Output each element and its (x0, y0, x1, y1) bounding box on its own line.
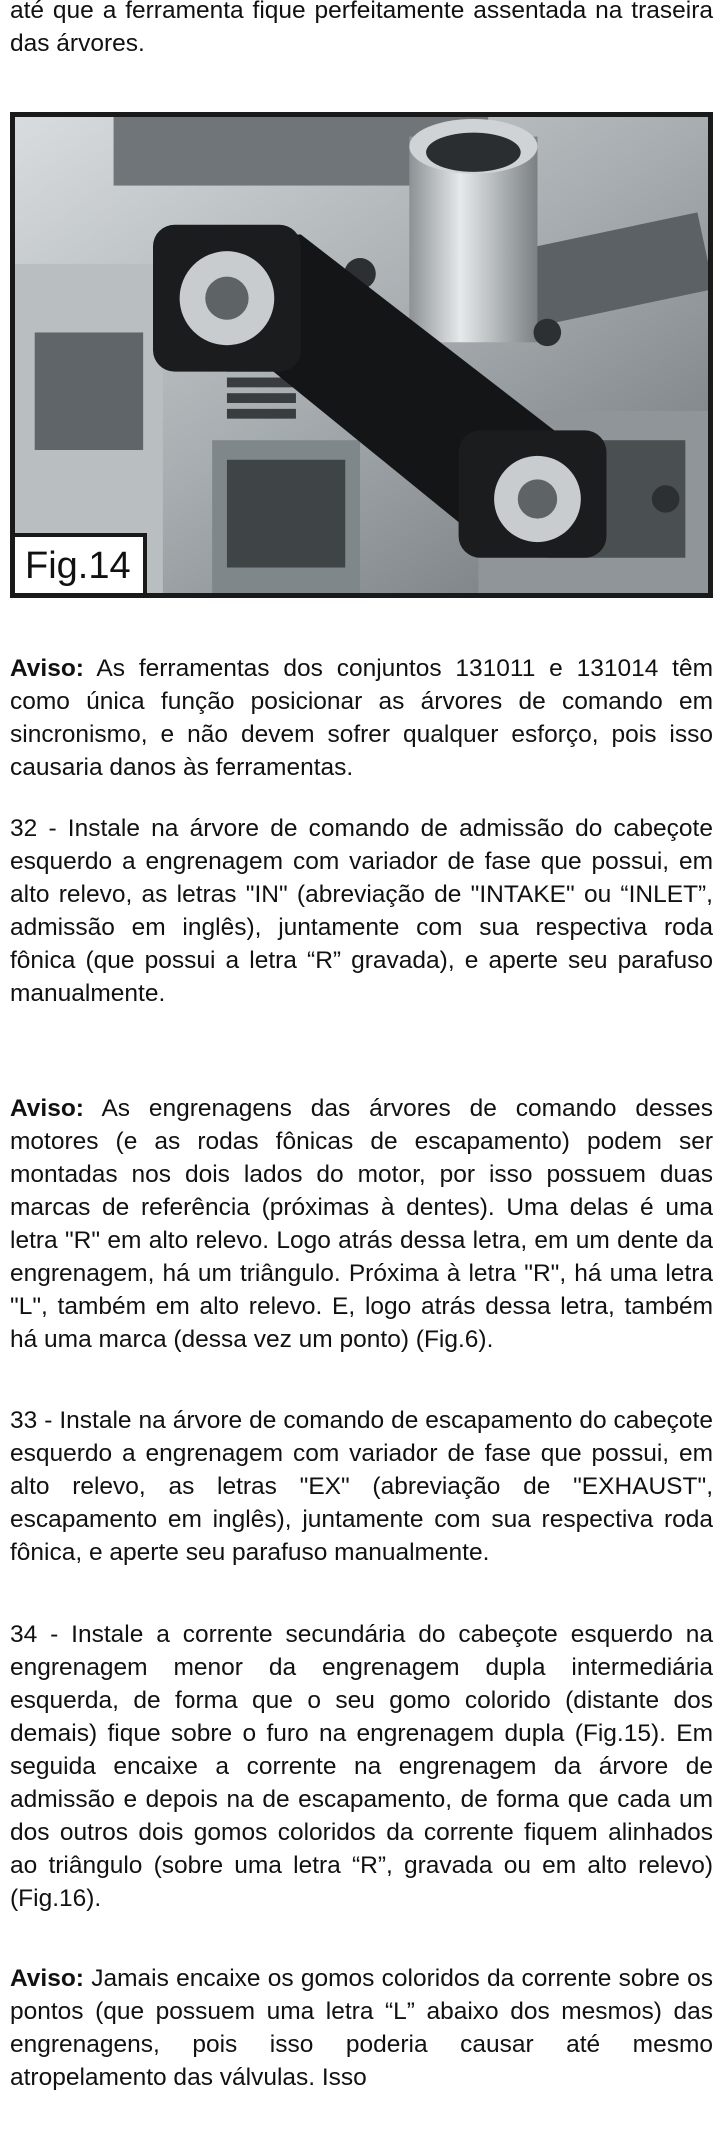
aviso-3-text: Jamais encaixe os gomos coloridos da corrente sobre os pontos (que possuem uma letra “L” abaixo dos mesmos) das engrenagens, pois isso poderia causar até mesmo atropelamento das válvulas. Isso (10, 1965, 713, 2091)
step-34: 34 - Instale a corrente secundária do cabeçote esquerdo na engrenagem menor da engrenagem dupla intermediária esquerda, de forma que o seu gomo colorido (distante dos demais) fique sobre o furo na engrenagem dupla (Fig.15). Em seguida encaixe a corrente na engrenagem da árvore de admissão e depois na de escapamento, de forma que cada um dos outros dois gomos coloridos da corrente fiquem alinhados ao triângulo (sobre uma letra “R”, gravada ou em alto relevo) (Fig.16). (10, 1621, 713, 1912)
aviso-2-text: As engrenagens das árvores de comando desses motores (e as rodas fônicas de escapamento) podem ser montadas nos dois lados do motor, por isso possuem duas marcas de referência (próximas à dentes). Uma delas é uma letra "R" em alto relevo. Logo atrás dessa letra, em um dente da engrenagem, há um triângulo. Próxima à letra "R", há uma letra "L", também em alto relevo. E, logo atrás dessa letra, também há uma marca (dessa vez um ponto) (Fig.6). (10, 1095, 713, 1353)
step-33: 33 - Instale na árvore de comando de escapamento do cabeçote esquerdo a engrenagem com variador de fase que possui, em alto relevo, as letras "EX" (abreviação de "EXHAUST", escapamento em inglês), juntamente com sua respectiva roda fônica, e aperte seu parafuso manualmente. (10, 1407, 713, 1566)
aviso-1 (10, 652, 713, 784)
aviso-2 (10, 1092, 713, 1356)
aviso-3-label: Aviso: (10, 1965, 84, 1992)
aviso-3 (10, 1962, 713, 2094)
intro-text: até que a ferramenta fique perfeitamente assentada na traseira das árvores. (10, 0, 713, 57)
aviso-2-label: Aviso: (10, 1095, 84, 1122)
figure-label: Fig.14 (15, 533, 147, 593)
aviso-1-label: Aviso: (10, 655, 84, 682)
step-32: 32 - Instale na árvore de comando de admissão do cabeçote esquerdo a engrenagem com variador de fase que possui, em alto relevo, as letras "IN" (abreviação de "INTAKE" ou “INLET”, admissão em inglês), juntamente com sua respectiva roda fônica (que possui a letra “R” gravada), e aperte seu parafuso manualmente. (10, 815, 713, 1007)
aviso-1-text: As ferramentas dos conjuntos 131011 e 131014 têm como única função posicionar as árvores de comando em sincronismo, e não devem sofrer qualquer esforço, pois isso causaria danos às ferramentas. (10, 655, 713, 781)
engine-tool-photo (15, 117, 708, 593)
figure-14 (10, 112, 713, 598)
